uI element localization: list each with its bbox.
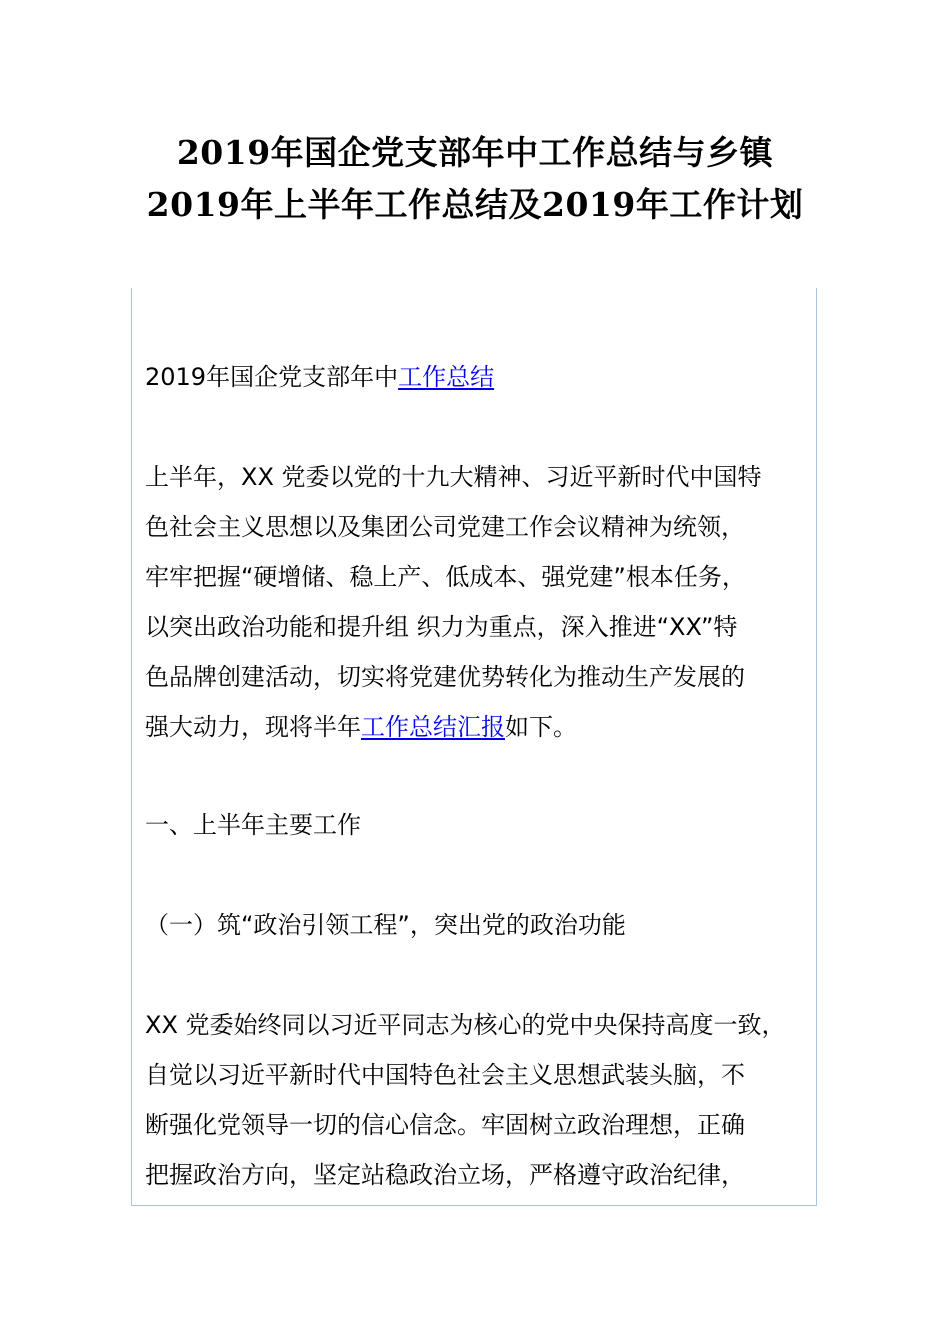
article-heading-text: 2019年国企党支部年中 xyxy=(145,363,399,391)
intro-line-2: 色社会主义思想以及集团公司党建工作会议精神为统领， xyxy=(145,513,745,541)
body-line-4: 把握政治方向，坚定站稳政治立场，严格遵守政治纪律， xyxy=(145,1161,745,1189)
intro-line-3: 牢牢把握“硬增储、稳上产、低成本、强党建”根本任务， xyxy=(145,563,746,591)
section-heading-1: 一、上半年主要工作 xyxy=(145,811,361,839)
document-title-line-2: 2019年上半年工作总结及2019年工作计划 xyxy=(146,185,804,224)
body-line-3: 断强化党领导一切的信心信念。牢固树立政治理想，正确 xyxy=(145,1111,745,1139)
subsection-heading-1: （一）筑“政治引领工程”，突出党的政治功能 xyxy=(145,911,626,939)
body-line-1: XX 党委始终同以习近平同志为核心的党中央保持高度一致， xyxy=(145,1011,786,1039)
intro-line-1: 上半年，XX 党委以党的十九大精神、习近平新时代中国特 xyxy=(145,463,762,491)
work-summary-report-link[interactable]: 工作总结汇报 xyxy=(361,713,505,741)
document-title-line-1: 2019年国企党支部年中工作总结与乡镇 xyxy=(176,133,774,172)
intro-line-6-post: 如下。 xyxy=(505,713,577,741)
intro-line-4: 以突出政治功能和提升组 织力为重点，深入推进“XX”特 xyxy=(145,613,738,641)
work-summary-link[interactable]: 工作总结 xyxy=(398,363,495,391)
intro-line-6-pre: 强大动力，现将半年 xyxy=(145,713,361,741)
body-line-2: 自觉以习近平新时代中国特色社会主义思想武装头脑，不 xyxy=(145,1061,745,1089)
article-heading xyxy=(145,352,809,402)
intro-line-5: 色品牌创建活动，切实将党建优势转化为推动生产发展的 xyxy=(145,663,745,691)
intro-line-6 xyxy=(145,702,809,752)
